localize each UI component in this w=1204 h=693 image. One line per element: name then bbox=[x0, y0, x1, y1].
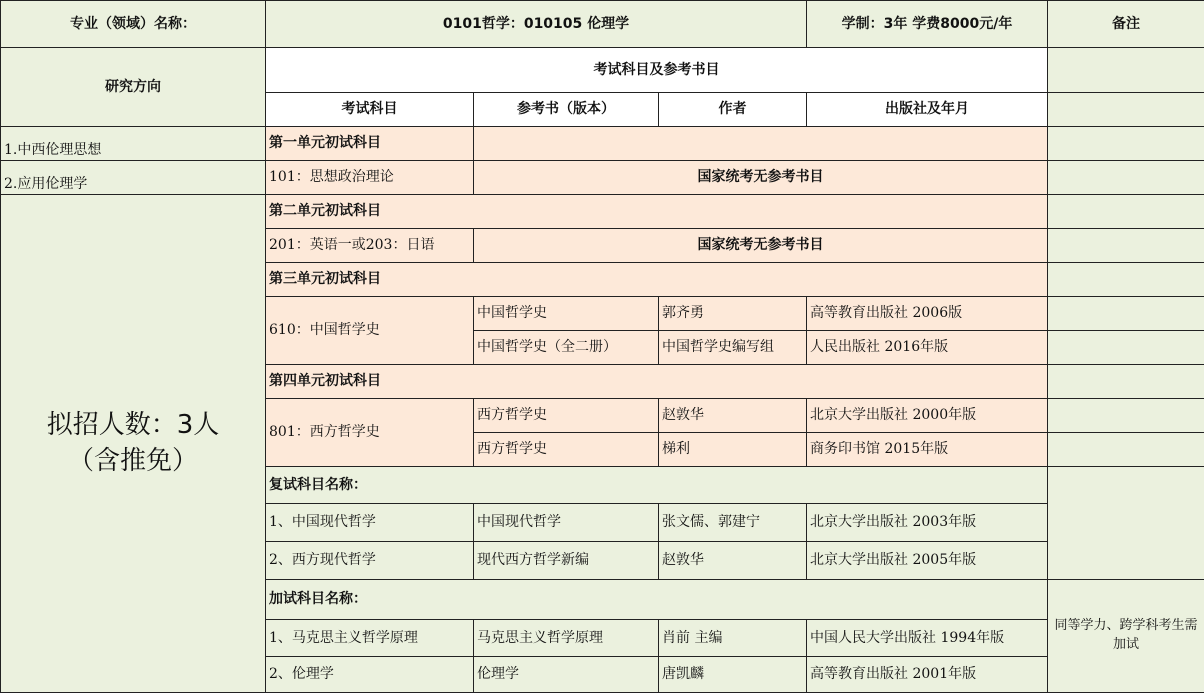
header-row bbox=[1, 1, 1204, 48]
direction-item: 1.中西伦理思想 bbox=[1, 127, 266, 161]
extra-author: 肖前 主编 bbox=[659, 620, 807, 657]
unit4-book: 西方哲学史 bbox=[474, 433, 659, 467]
unit2-title: 第二单元初试科目 bbox=[266, 195, 1048, 229]
major-label: 专业（领域）名称： bbox=[1, 1, 266, 48]
unit3-title: 第三单元初试科目 bbox=[266, 263, 1048, 297]
remark-cell-empty bbox=[1048, 229, 1204, 263]
remark-cell-empty bbox=[1048, 399, 1204, 433]
subjects-books-header: 考试科目及参考书目 bbox=[266, 48, 1048, 93]
remark-cell-empty bbox=[1048, 161, 1204, 195]
unit1-title: 第一单元初试科目 bbox=[266, 127, 474, 161]
retest-subject: 1、中国现代哲学 bbox=[266, 504, 474, 542]
retest-remark-empty bbox=[1048, 467, 1204, 580]
unit4-publisher: 北京大学出版社 2000年版 bbox=[807, 399, 1048, 433]
retest-author: 赵敦华 bbox=[659, 542, 807, 580]
unit1-subject: 101：思想政治理论 bbox=[266, 161, 474, 195]
extra-subject: 2、伦理学 bbox=[266, 657, 474, 693]
extra-subject: 1、马克思主义哲学原理 bbox=[266, 620, 474, 657]
unit4-author: 赵敦华 bbox=[659, 399, 807, 433]
extra-publisher: 高等教育出版社 2001年版 bbox=[807, 657, 1048, 693]
author-header: 作者 bbox=[659, 93, 807, 127]
remark-header: 备注 bbox=[1048, 1, 1204, 48]
extra-book: 伦理学 bbox=[474, 657, 659, 693]
extra-note: 同等学力、跨学科考生需加试 bbox=[1048, 580, 1204, 693]
remark-cell-empty bbox=[1048, 365, 1204, 399]
extra-title: 加试科目名称： bbox=[266, 580, 1048, 620]
unit3-publisher: 人民出版社 2016年版 bbox=[807, 331, 1048, 365]
remark-cell-empty bbox=[1048, 331, 1204, 365]
exam-subject-header: 考试科目 bbox=[266, 93, 474, 127]
unit2-note: 国家统考无参考书目 bbox=[474, 229, 1048, 263]
research-direction-header: 研究方向 bbox=[1, 48, 266, 127]
retest-title: 复试科目名称： bbox=[266, 467, 1048, 504]
duration-fee: 学制：3年 学费8000元/年 bbox=[807, 1, 1048, 48]
remark-cell-empty bbox=[1048, 263, 1204, 297]
enrollment-line1: 拟招人数：3人 bbox=[46, 410, 220, 441]
unit3-subject: 610：中国哲学史 bbox=[266, 297, 474, 365]
unit1-subject-row bbox=[1, 161, 1204, 195]
extra-publisher: 中国人民大学出版社 1994年版 bbox=[807, 620, 1048, 657]
direction-item: 2.应用伦理学 bbox=[1, 161, 266, 195]
extra-book: 马克思主义哲学原理 bbox=[474, 620, 659, 657]
major-value: 0101哲学：010105 伦理学 bbox=[266, 1, 807, 48]
reference-book-header: 参考书（版本） bbox=[474, 93, 659, 127]
remark-cell-empty bbox=[1048, 48, 1204, 93]
unit3-publisher: 高等教育出版社 2006版 bbox=[807, 297, 1048, 331]
unit4-book: 西方哲学史 bbox=[474, 399, 659, 433]
unit2-title-row bbox=[1, 195, 1204, 229]
unit4-author: 梯利 bbox=[659, 433, 807, 467]
retest-subject: 2、西方现代哲学 bbox=[266, 542, 474, 580]
retest-publisher: 北京大学出版社 2003年版 bbox=[807, 504, 1048, 542]
remark-cell-empty bbox=[1048, 195, 1204, 229]
unit4-subject: 801：西方哲学史 bbox=[266, 399, 474, 467]
extra-author: 唐凯麟 bbox=[659, 657, 807, 693]
unit1-note: 国家统考无参考书目 bbox=[474, 161, 1048, 195]
unit3-author: 郭齐勇 bbox=[659, 297, 807, 331]
publisher-header: 出版社及年月 bbox=[807, 93, 1048, 127]
remark-cell-empty bbox=[1048, 297, 1204, 331]
unit4-title: 第四单元初试科目 bbox=[266, 365, 1048, 399]
remark-cell-empty bbox=[1048, 433, 1204, 467]
unit1-empty bbox=[474, 127, 1048, 161]
subheader-row-1 bbox=[1, 48, 1204, 93]
unit3-author: 中国哲学史编写组 bbox=[659, 331, 807, 365]
unit3-book: 中国哲学史（全二册） bbox=[474, 331, 659, 365]
enrollment-line2: （含推免） bbox=[67, 445, 198, 476]
retest-author: 张文儒、郭建宁 bbox=[659, 504, 807, 542]
enrollment-count bbox=[1, 195, 266, 693]
remark-cell-empty bbox=[1048, 127, 1204, 161]
unit2-subject: 201：英语一或203：日语 bbox=[266, 229, 474, 263]
retest-publisher: 北京大学出版社 2005年版 bbox=[807, 542, 1048, 580]
retest-book: 现代西方哲学新编 bbox=[474, 542, 659, 580]
remark-cell-empty bbox=[1048, 93, 1204, 127]
unit1-title-row bbox=[1, 127, 1204, 161]
unit4-publisher: 商务印书馆 2015年版 bbox=[807, 433, 1048, 467]
retest-book: 中国现代哲学 bbox=[474, 504, 659, 542]
unit3-book: 中国哲学史 bbox=[474, 297, 659, 331]
